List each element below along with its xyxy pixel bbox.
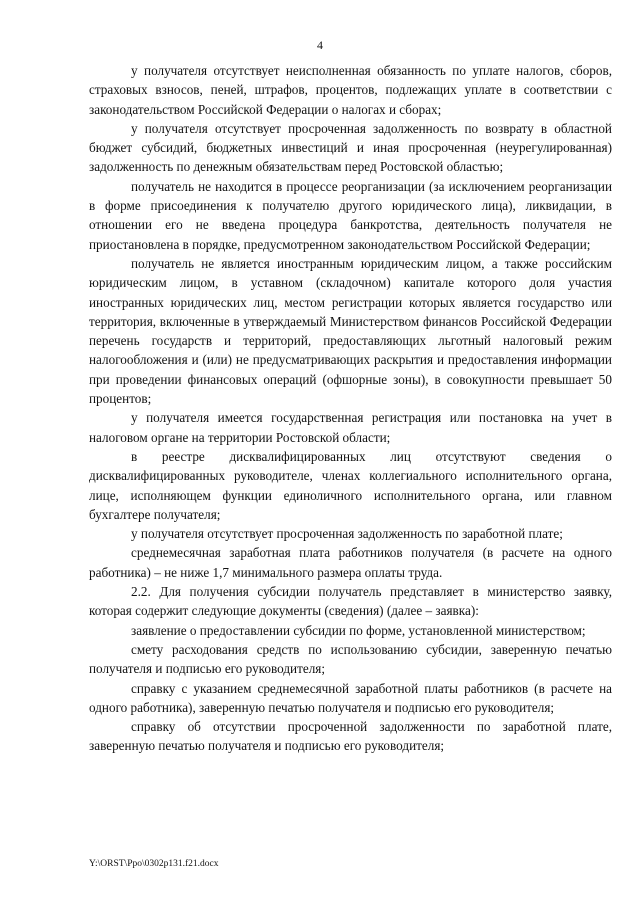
- paragraph-application: заявление о предоставлении субсидии по форме, установленной министерством;: [131, 622, 586, 638]
- paragraph-reorganization: получатель не находится в процессе реорганизации (за исключением реорганизации в форме присоединения к получателю другого юридического лица), ликвидации, в отношении его не введена процедура банкротства, деятельность получателя не приостановлена в порядке, предусмотренном законодательством Российской Федерации;: [89, 178, 612, 252]
- paragraph-no-debt-certificate: справку об отсутствии просроченной задолженности по заработной плате, заверенную печатью получателя и подписью его руководителя;: [89, 719, 612, 754]
- paragraph-salary-debt: у получателя отсутствует просроченная задолженность по заработной плате;: [131, 526, 563, 542]
- paragraph-disqualified-registry: в реестре дисквалифицированных лиц отсутствуют сведения о дисквалифицированных руководителе, членах коллегиального исполнительного органа, лице, исполняющем функции единоличного исполнительного органа, или главном бухгалтере получателя;: [89, 448, 612, 522]
- paragraph-foreign-entity: получатель не является иностранным юридическим лицом, а также российским юридическим лицом, в уставном (складочном) капитале которого доля участия иностранных юридических лиц, местом регистрации которых является государство или территория, включенные в утверждаемый Министерством финансов Российской Федерации перечень государств и территорий, предоставляющих льготный налоговый режим налогообложения и (или) не предусматривающих раскрытия и предоставления информации при проведении финансовых операций (офшорные зоны), в совокупности превышает 50 процентов;: [89, 255, 612, 407]
- paragraph-average-salary: среднемесячная заработная плата работников получателя (в расчете на одного работника) – не ниже 1,7 минимального размера оплаты труда.: [89, 545, 612, 580]
- paragraph-tax-obligations: у получателя отсутствует неисполненная обязанность по уплате налогов, сборов, страховых взносов, пеней, штрафов, процентов, подлежащих уплате в соответствии с законодательством Российской Федерации о налогах и сборах;: [89, 63, 612, 117]
- paragraph-cost-estimate: смету расходования средств по использованию субсидии, заверенную печатью получателя и подписью его руководителя;: [89, 641, 612, 677]
- paragraph-section-2-2: 2.2. Для получения субсидии получатель представляет в министерство заявку, которая содержит следующие документы (сведения) (далее – заявка):: [89, 584, 612, 619]
- page-number: 4: [317, 38, 323, 52]
- paragraph-salary-certificate: справку с указанием среднемесячной заработной платы работников (в расчете на одного работника), заверенную печатью получателя и подписью его руководителя;: [89, 680, 612, 715]
- document-body: [89, 61, 612, 756]
- paragraph-registration: у получателя имеется государственная регистрация или постановка на учет в налоговом органе на территории Ростовской области;: [89, 410, 612, 445]
- footer-file-path: Y:\ORST\Ppo\0302p131.f21.docx: [89, 859, 219, 869]
- paragraph-budget-debt: у получателя отсутствует просроченная задолженность по возврату в областной бюджет субсидий, бюджетных инвестиций и иная просроченная (неурегулированная) задолженность по денежным обязательствам перед Ростовской областью;: [89, 120, 612, 175]
